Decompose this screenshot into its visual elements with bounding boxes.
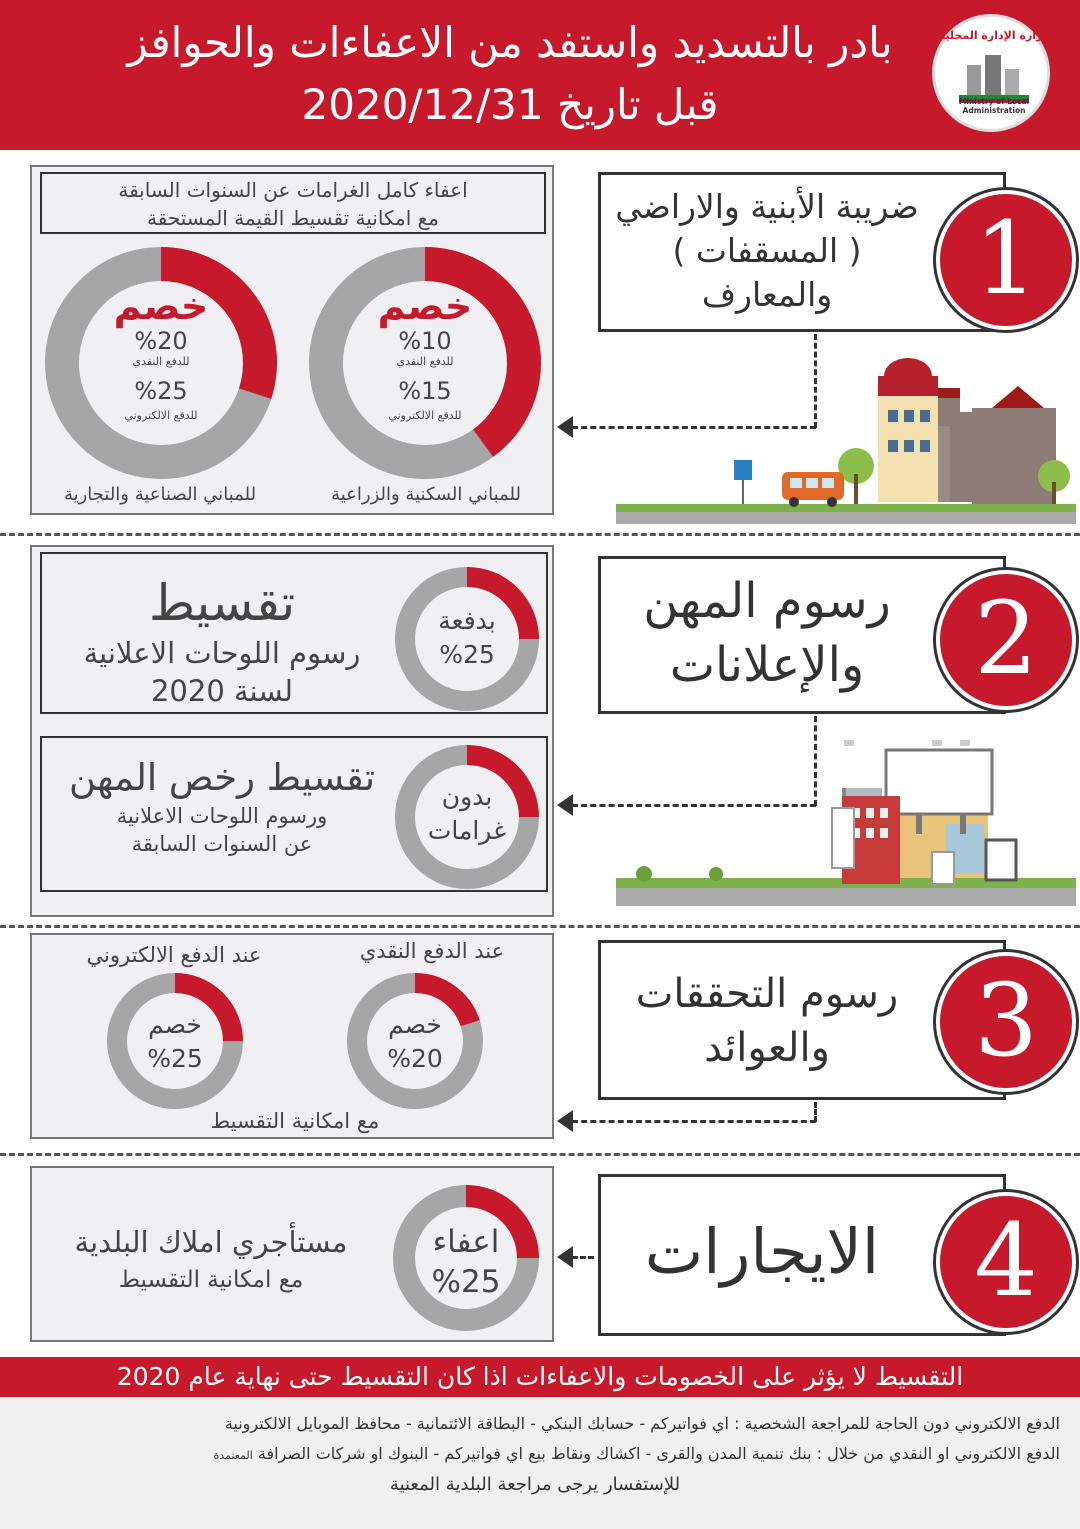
section1-arrow-icon bbox=[557, 416, 573, 438]
footer-band bbox=[0, 1357, 1080, 1397]
s2b1-line1: رسوم اللوحات الاعلانية bbox=[83, 636, 361, 670]
s2b2-donut-line2: غرامات bbox=[427, 816, 507, 845]
logo-arabic-text: وزارة الإدارة المحلية bbox=[938, 29, 1050, 42]
section3-title-line1: رسوم التحققات bbox=[635, 971, 899, 1017]
section3-connector-vertical bbox=[814, 1102, 817, 1122]
s2b2-donut-line1: بدون bbox=[441, 782, 493, 811]
header-line2: قبل تاريخ 2020/12/31 bbox=[301, 80, 719, 129]
section1-title-line3: والمعارف bbox=[701, 275, 833, 314]
s2b1-donut-line2: %25 bbox=[439, 640, 495, 669]
section2-title-line2: والإعلانات bbox=[669, 637, 865, 693]
s3-e-label: عند الدفع الالكتروني bbox=[86, 943, 262, 967]
section2-number-badge: 2 bbox=[936, 570, 1076, 710]
res-caption: للمباني السكنية والزراعية bbox=[331, 484, 521, 505]
ind-cash-pct: %20 bbox=[134, 327, 188, 355]
section1-number-badge: 1 bbox=[936, 190, 1076, 330]
section2-title-line1: رسوم المهن bbox=[643, 573, 891, 629]
res-e-pct: %15 bbox=[398, 377, 452, 405]
footer-line1: الدفع الالكتروني دون الحاجة للمراجعة الشخصية : اي فواتيركم - حسابك البنكي - البطاقة الائتمانية - محافظ الموبايل الالكترونية bbox=[224, 1414, 1060, 1433]
section4-connector-horizontal bbox=[572, 1256, 594, 1259]
s3-cash-pct: %20 bbox=[387, 1044, 443, 1073]
s2b2-line1: ورسوم اللوحات الاعلانية bbox=[116, 804, 328, 828]
section4-arrow-icon bbox=[557, 1246, 573, 1268]
city-illustration-icon bbox=[616, 356, 1076, 524]
s2b2-heading: تقسيط رخص المهن bbox=[68, 756, 376, 799]
s2b2-line2: عن السنوات السابقة bbox=[131, 832, 313, 856]
section1-title-line2: ( المسقفات ) bbox=[672, 231, 862, 270]
ind-discount-word: خصم bbox=[113, 284, 209, 328]
section2-arrow-icon bbox=[557, 794, 573, 816]
ind-caption: للمباني الصناعية والتجارية bbox=[63, 484, 257, 505]
s2b1-heading: تقسيط bbox=[148, 574, 296, 632]
s3-cash-word: خصم bbox=[388, 1010, 442, 1039]
header-title bbox=[90, 12, 930, 136]
res-cash-label: للدفع النقدي bbox=[396, 355, 454, 368]
section3-arrow-icon bbox=[557, 1110, 573, 1132]
section4-number-badge: 4 bbox=[936, 1192, 1076, 1332]
s4-donut-pct: %25 bbox=[431, 1264, 501, 1300]
ind-e-label: للدفع الالكتروني bbox=[124, 409, 198, 422]
s3-e-word: خصم bbox=[148, 1010, 202, 1039]
footer-band-text: التقسيط لا يؤثر على الخصومات والاعفاءات اذا كان التقسيط حتى نهاية عام 2020 bbox=[116, 1362, 964, 1391]
header-line1: بادر بالتسديد واستفد من الاعفاءات والحوافز bbox=[127, 18, 893, 67]
ind-e-pct: %25 bbox=[134, 377, 188, 405]
section4-title: الايجارات bbox=[644, 1215, 880, 1288]
s2b1-line2: لسنة 2020 bbox=[150, 674, 294, 708]
s4-line2: مع امكانية التقسيط bbox=[118, 1267, 304, 1293]
section1-notice-line1: اعفاء كامل الغرامات عن السنوات السابقة bbox=[118, 178, 468, 202]
s3-note: مع امكانية التقسيط bbox=[210, 1109, 380, 1133]
separator-3 bbox=[0, 1153, 1080, 1156]
logo-english-text: Ministry of Local Administration bbox=[958, 97, 1030, 115]
res-e-label: للدفع الالكتروني bbox=[388, 409, 462, 422]
ind-cash-label: للدفع النقدي bbox=[132, 355, 190, 368]
section1-notice-line2: مع امكانية تقسيط القيمة المستحقة bbox=[147, 206, 439, 230]
separator-2 bbox=[0, 925, 1080, 928]
footer-line2 bbox=[10, 1444, 1060, 1463]
section1-title-line1: ضريبة الأبنية والاراضي bbox=[615, 187, 919, 226]
footer-line3: للإستفسار يرجى مراجعة البلدية المعنية bbox=[389, 1474, 681, 1495]
footer-line2-small: المعتمدة bbox=[213, 1449, 253, 1462]
separator-1 bbox=[0, 533, 1080, 536]
res-cash-pct: %10 bbox=[398, 327, 452, 355]
s4-donut-word: اعفاء bbox=[432, 1224, 500, 1260]
section3-number-badge: 3 bbox=[936, 952, 1076, 1092]
res-discount-word: خصم bbox=[377, 284, 473, 328]
billboard-illustration-icon bbox=[616, 740, 1076, 916]
s3-cash-label: عند الدفع النقدي bbox=[359, 939, 505, 963]
s2b1-donut-line1: بدفعة bbox=[438, 606, 496, 635]
s3-e-pct: %25 bbox=[147, 1044, 203, 1073]
footer-line2-main: الدفع الالكتروني او النقدي من خلال : بنك تنمية المدن والقرى - اكشاك ونقاط بيع اي فواتيركم - البنوك او شركات الصرافة bbox=[257, 1444, 1060, 1463]
section3-title-line2: والعوائد bbox=[704, 1025, 830, 1071]
ministry-logo bbox=[932, 14, 1050, 132]
section1-notice-box bbox=[40, 172, 546, 234]
section3-connector-horizontal bbox=[572, 1120, 816, 1123]
s4-line1: مستأجري املاك البلدية bbox=[74, 1225, 348, 1259]
